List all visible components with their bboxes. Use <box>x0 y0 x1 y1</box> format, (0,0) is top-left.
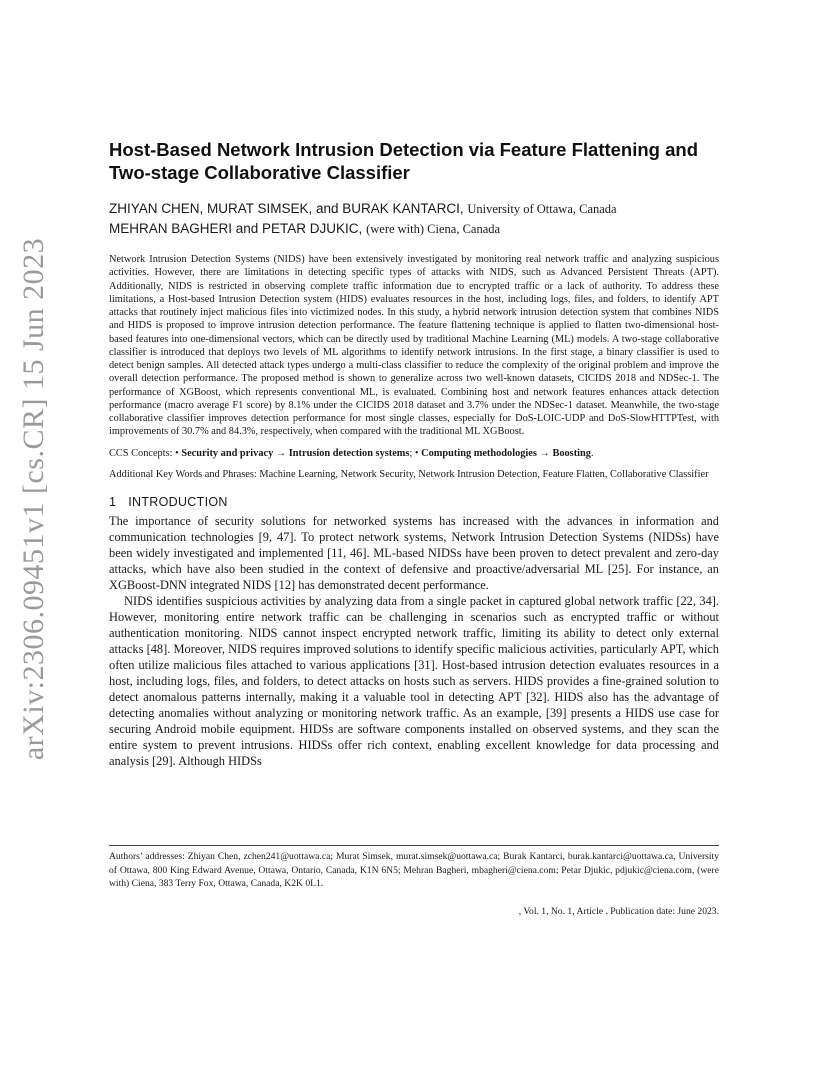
ccs-concepts <box>109 447 719 460</box>
section-number: 1 <box>109 495 117 509</box>
author-line-2 <box>109 219 719 239</box>
arxiv-stamp <box>16 237 52 761</box>
ccs-end: . <box>590 447 594 459</box>
author-names-2: MEHRAN BAGHERI and PETAR DJUKIC, <box>109 221 363 236</box>
author-affiliation-2: (were with) Ciena, Canada <box>366 222 501 236</box>
paper-title: Host-Based Network Intrusion Detection via Feature Flattening and Two-stage Collaborative Classifier <box>109 139 699 183</box>
intro-paragraph-1: The importance of security solutions for networked systems has increased with the advances in information and communication technologies [9, 47]. To protect network systems, Network Intrusion Detection Systems (NIDSs) have been widely investigated and implemented [11, 46]. ML-based NIDSs have been proven to detect prevalent and zero-day attacks, which have also been studied in the context of defensive and proactive/adversarial ML [25]. For instance, an XGBoost-DNN integrated NIDS [12] has demonstrated decent performance. <box>109 514 719 592</box>
author-addresses-footnote: Authors’ addresses: Zhiyan Chen, zchen241@uottawa.ca; Murat Simsek, murat.simsek@uottawa.ca; Burak Kantarci, burak.kantarci@uottawa.ca, University of Ottawa, 800 King Edward Avenue, Ottawa, Ontario, Canada, K1N 6N5; Mehran Bagheri, mbagheri@ciena.com; Petar Djukic, pdjukic@ciena.com, (were with) Ciena, 383 Terry Fox, Ottawa, Canada, K2K 0L1. <box>109 851 719 889</box>
author-block <box>109 199 719 239</box>
introduction-body <box>109 513 719 769</box>
publication-footer: , Vol. 1, No. 1, Article . Publication date: June 2023. <box>518 906 719 917</box>
keywords: Additional Key Words and Phrases: Machine Learning, Network Security, Network Intrusion Detection, Feature Flatten, Collaborative Classifier <box>109 468 709 480</box>
ccs-label: CCS Concepts: • <box>109 447 182 459</box>
ccs-concept-security: Security and privacy → Intrusion detection systems <box>181 447 410 459</box>
arxiv-stamp-text[interactable]: arXiv:2306.09451v1 [cs.CR] 15 Jun 2023 <box>17 237 50 761</box>
paper-page <box>109 138 719 769</box>
author-names-1: ZHIYAN CHEN, MURAT SIMSEK, and BURAK KANTARCI, <box>109 201 464 216</box>
section-heading <box>109 495 719 509</box>
author-affiliation-1: University of Ottawa, Canada <box>467 202 617 216</box>
intro-paragraph-2: NIDS identifies suspicious activities by analyzing data from a single packet in captured global network traffic [22, 34]. However, monitoring entire network traffic can be challenging in scenarios such as encrypted traffic or without authentication monitoring. NIDS cannot inspect encrypted network traffic, limiting its ability to detect only external attacks [48]. Moreover, NIDS requires improved solutions to identify specific malicious activities, particularly APT, which often utilize malicious files attached to various applications [31]. Host-based intrusion detection evaluates resources in a host, including logs, files, and folders, to detect attacks on hosts such as servers. HIDS provides a fine-grained solution to detect anomalous patterns internally, making it a valuable tool in detecting APT [32]. HIDS also has the advantage of detecting anomalies without analyzing or monitoring network traffic. As an example, [39] presents a HIDS use case for securing Android mobile equipment. HIDSs are software components installed on observed systems, and they scan the entire system to prevent intrusions. HIDSs offer rich context, enabling excellent knowledge for data processing and analysis [29]. Although HIDSs <box>109 594 719 768</box>
ccs-concept-computing: Computing methodologies → Boosting <box>421 447 591 459</box>
abstract: Network Intrusion Detection Systems (NIDS) have been extensively investigated by monitoring real network traffic and analyzing suspicious activities. However, there are limitations in detecting specific types of attacks with NIDS, such as Advanced Persistent Threats (APT). Additionally, NIDS is restricted in observing complete traffic information due to encrypted traffic or a lack of authority. To address these limitations, a Host-based Intrusion Detection system (HIDS) evaluates resources in the host, including logs, files, and folders, to identify APT attacks that routinely inject malicious files into victimized nodes. In this study, a hybrid network intrusion detection system that combines NIDS and HIDS is proposed to improve intrusion detection performance. The feature flattening technique is applied to flatten two-dimensional host-based features into one-dimensional vectors, which can be directly used by traditional Machine Learning (ML) models. A two-stage collaborative classifier is introduced that deploys two levels of ML algorithms to identify network intrusions. In the first stage, a binary classifier is used to detect benign samples. All detected attack types undergo a multi-class classifier to reduce the complexity of the original problem and improve the overall detection performance. The proposed method is shown to generalize across two well-known datasets, CICIDS 2018 and NDSec-1. The performance of XGBoost, which represents conventional ML, is evaluated. Combining host and network features enhances attack detection performance (macro average F1 score) by 8.1% under the CICIDS 2018 dataset and 3.7% under the NDSec-1 dataset. Meanwhile, the two-stage collaborative classifier improves detection performance for most single classes, especially for DoS-LOIC-UDP and DoS-SlowHTTPTest, with improvements of 30.7% and 84.3%, respectively, when compared with the traditional ML XGBoost. <box>109 254 719 438</box>
section-title: INTRODUCTION <box>128 495 228 509</box>
author-line-1 <box>109 199 719 219</box>
footnote-divider <box>109 845 719 846</box>
ccs-separator: ; • <box>409 447 422 459</box>
